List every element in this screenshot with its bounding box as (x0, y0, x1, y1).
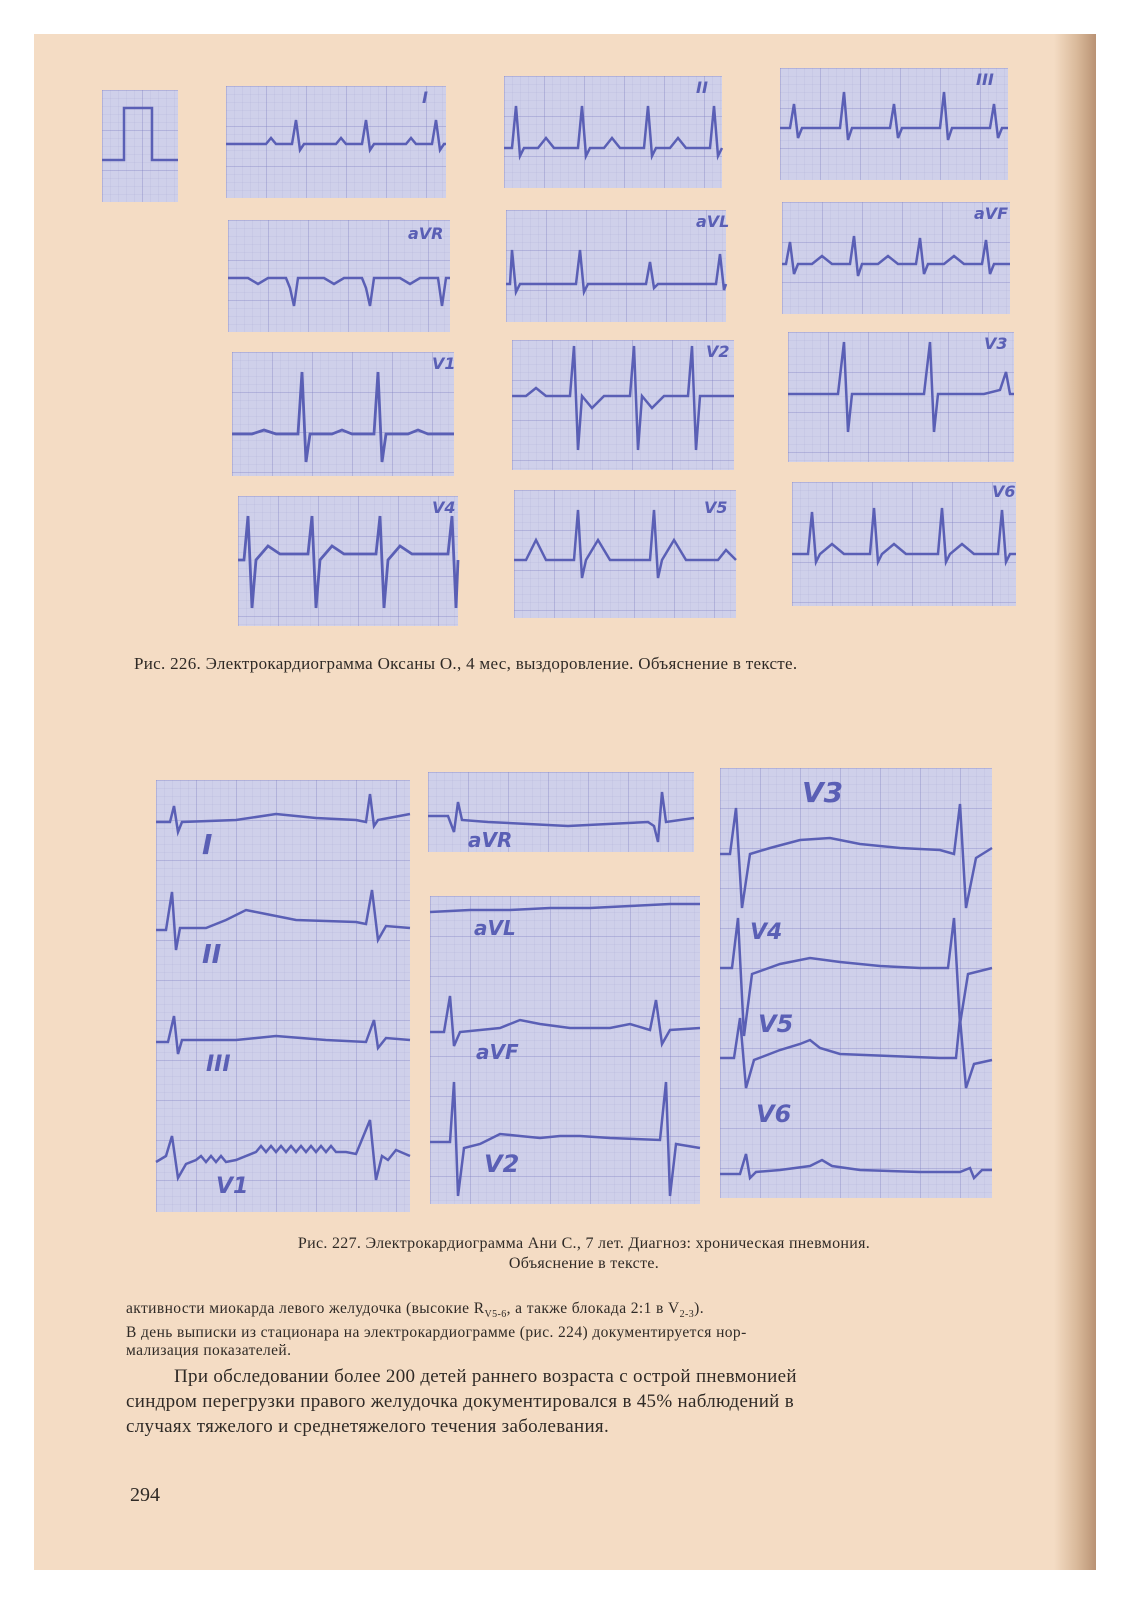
lead-label-V3: V3 (802, 776, 844, 809)
lead-label-aVF: aVF (476, 1040, 519, 1064)
ecg-traces (156, 780, 410, 1212)
ecg-226-lead-V1 (232, 352, 454, 476)
ecg-227-aVR-panel (428, 772, 694, 852)
lead-label: aVL (696, 212, 730, 231)
lead-label: V2 (706, 342, 730, 361)
ecg-trace (780, 68, 1008, 180)
ecg-226-lead-I (226, 86, 446, 198)
lead-label: V1 (432, 354, 456, 373)
paragraph-1-line3: мализация показателей. (126, 1342, 292, 1360)
lead-label-aVL: aVL (474, 916, 516, 940)
ecg-226-lead-V6 (792, 482, 1016, 606)
ecg-226-lead-II (504, 76, 722, 188)
lead-label: I (422, 88, 428, 107)
lead-label: aVF (974, 204, 1009, 223)
lead-label: II (696, 78, 708, 97)
lead-label: V6 (992, 482, 1016, 501)
ecg-trace (512, 340, 734, 470)
lead-label: III (976, 70, 994, 89)
ecg-226-lead-V3 (788, 332, 1014, 462)
lead-label-V5: V5 (758, 1010, 794, 1038)
paragraph-2-line3: случаях тяжелого и среднетяжелого течения заболевания. (126, 1416, 610, 1437)
ecg-trace (226, 86, 446, 198)
ecg-226-lead-III (780, 68, 1008, 180)
lead-label-aVR: aVR (468, 828, 513, 852)
ecg-227-limb-panel (156, 780, 410, 1212)
page-number: 294 (130, 1484, 160, 1506)
ecg-226-lead-aVL (506, 210, 730, 322)
lead-label-II: II (202, 940, 222, 970)
paragraph-1 (126, 1300, 1066, 1360)
ecg-trace (506, 210, 726, 322)
ecg-trace (238, 496, 458, 626)
lead-label-III: III (206, 1052, 231, 1077)
lead-label-I: I (202, 828, 213, 861)
paragraph-1-line2: В день выписки из стационара на электрокардиограмме (рис. 224) документируется нор- (126, 1324, 747, 1342)
figure-227-caption-line1: Рис. 227. Электрокардиограмма Ани С., 7 лет. Диагноз: хроническая пневмония. (297, 1235, 871, 1252)
ecg-226-lead-V5 (514, 490, 736, 618)
ecg-trace (514, 490, 736, 618)
ecg-trace (504, 76, 722, 188)
paragraph-1-line1: активности миокарда левого желудочка (высокие $R_{V5-6}$, а также блокада 2:1 в $V_{2-3}$). (126, 1300, 704, 1321)
ecg-traces (720, 768, 992, 1198)
paragraph-2-line1: При обследовании более 200 детей раннего возраста с острой пневмонией (174, 1366, 797, 1387)
calibration-trace (102, 90, 178, 202)
ecg-trace (788, 332, 1014, 462)
lead-label: V3 (984, 334, 1008, 353)
ecg-227-chest-panel (720, 768, 992, 1198)
lead-label: aVR (408, 224, 444, 243)
lead-label-V1: V1 (216, 1174, 249, 1199)
lead-label-V4: V4 (750, 920, 783, 945)
lead-label-V6: V6 (756, 1100, 792, 1128)
ecg-226-lead-aVR (228, 220, 450, 332)
figure-227-caption-line2: Объяснение в тексте. (508, 1255, 660, 1272)
figure-227-caption (144, 1234, 1024, 1274)
ecg-226-lead-V4 (238, 496, 458, 626)
book-page (34, 34, 1096, 1570)
lead-label-V2: V2 (484, 1150, 520, 1178)
ecg-227-aug-panel (430, 896, 700, 1204)
lead-label: V4 (432, 498, 456, 517)
ecg-226-lead-V2 (512, 340, 734, 470)
figure-226-caption: Рис. 226. Электрокардиограмма Оксаны О., 4 мес, выздоровление. Объяснение в тексте. (134, 654, 798, 673)
ecg-226-lead-aVF (782, 202, 1010, 314)
ecg-traces (430, 896, 700, 1204)
ecg-trace (792, 482, 1016, 606)
paragraph-2 (126, 1364, 1066, 1439)
calibration-pulse (102, 90, 178, 202)
paragraph-2-line2: синдром перегрузки правого желудочка документировался в 45% наблюдений в (126, 1391, 794, 1412)
ecg-trace (232, 352, 454, 476)
lead-label: V5 (704, 498, 728, 517)
